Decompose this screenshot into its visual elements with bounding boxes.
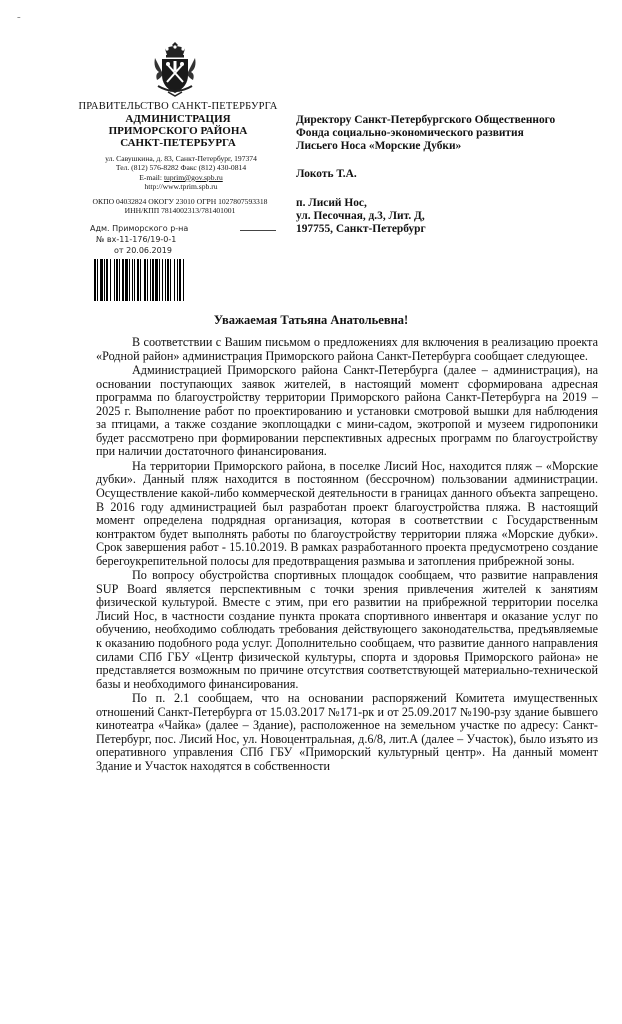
body-paragraph: Администрацией Приморского района Санкт-Петербурга (далее – администрация), на основании поступающих заявок жителей, в настоящий момент сформирована адресная программа по благоустройству территории Приморского района Санкт-Петербурга на 2019 – 2025 г. Выполнение работ по проектированию и установки смотровой вышки для наблюдения за птицами, а также создание экоплощадки с мини-садом, экотропой и музеем гидропоники будет рассмотрено при формировании перспективных адресных программ по благоустройству при наличии достаточного финансирования. [96,363,598,459]
sender-contacts [96,154,266,192]
government-title: ПРАВИТЕЛЬСТВО САНКТ-ПЕТЕРБУРГА [78,101,278,112]
body-paragraph: По п. 2.1 сообщаем, что на основании распоряжений Комитета имущественных отношений Санкт-Петербурга от 15.03.2017 №171-рк и от 25.09.2017 №190-рзу здание бывшего кинотеатра «Чайка» (далее – Здание), расположенное на земельном участке по адресу: Санкт-Петербург, пос. Лисий Нос, ул. Новоцентральная, д.6/8, лит.А (далее – Участок), было изъято из оперативного управления СПб ГБУ «Приморский культурный центр». На данный момент Здание и Участок находятся в собственности [96,691,598,773]
recipient-address-line: ул. Песочная, д.3, Лит. Д, [296,210,425,223]
sender-email-line [96,173,266,182]
email-label: E-mail: [139,172,164,182]
stamp-date: от 20.06.2019 [114,246,172,255]
recipient-line: Директору Санкт-Петербургского Общественного [296,114,556,126]
salutation: Уважаемая Татьяна Анатольевна! [213,313,409,327]
barcode-image [94,259,222,301]
sender-email-link[interactable]: tuprim@gov.spb.ru [163,172,223,182]
body-paragraph: В соответствии с Вашим письмом о предложениях для включения в реализацию проекта «Родной район» администрация Приморского района Санкт-Петербурга сообщает следующее. [96,335,598,363]
codes-line: ИНН/КПП 7814002313/781401001 [124,206,236,216]
registration-blank-line [240,230,276,231]
sender-block [74,101,282,149]
body-paragraph: По вопросу обустройства спортивных площадок сообщаем, что развитие направления SUP Board является перспективным с точки зрения привлечения жителей к занятиям физической культурой. Вместе с этим, при его развитии на прибрежной территории поселка Лисий Нос, в частности создание пункта проката спортивного инвентаря и оказание услуг по обучению, необходимо соблюдать требования действующего законодательства, предъявляемые к оказанию подобного рода услуг. Дополнительно сообщаем, что развитие данного направления силами СПб ГБУ «Центр физической культуры, спорта и здоровья Приморского района» не представляется возможным по причине отсутствия соответствующей материально-технической базы и необходимого финансирования. [96,568,598,691]
recipient-line: Фонда социально-экономического развития [296,127,524,140]
sender-codes [82,197,278,216]
admin-line: ПРИМОРСКОГО РАЙОНА [108,125,248,137]
coat-of-arms-emblem [152,40,198,98]
recipient-name: Локоть Т.А. [296,167,357,180]
stamp-office: Адм. Приморского р-на [90,224,189,233]
sender-phone: Тел. (812) 576-8282 Факс (812) 430-0814 [115,163,247,173]
body-paragraph: На территории Приморского района, в поселке Лисий Нос, находится пляж – «Морские дубки». Данный пляж находится в постоянном (бессрочном) пользовании администрации. Осуществление какой-либо коммерческой деятельности в границах данного объекта запрещено. В 2016 году администрацией был разработан проект благоустройства пляжа. В настоящий момент определена подрядная организация, которая в соответствии с Государственным контрактом будет выполнять работы по благоустройству территории пляжа «Морские дубки». Срок завершения работ - 15.10.2019. В рамках разработанного проекта предусмотрено создание берегоукрепительной полосы для предотвращения размыва и затопления прибрежной зоны. [96,458,598,568]
administration-name [74,113,282,149]
admin-line: САНКТ-ПЕТЕРБУРГА [120,137,236,149]
sender-address: ул. Савушкина, д. 83, Санкт-Петербург, 197374 [105,154,257,163]
sender-website[interactable]: http://www.tprim.spb.ru [144,182,218,192]
letter-body [96,336,598,774]
recipient-line: Лисьего Носа «Морские Дубки» [296,140,462,153]
recipient-block [296,114,596,236]
corner-mark: - [17,11,21,23]
incoming-registration-stamp [90,223,188,256]
admin-line: АДМИНИСТРАЦИЯ [125,113,231,125]
codes-line: ОКПО 04032824 ОКОГУ 23010 ОГРН 1027807593318 [92,197,268,206]
recipient-address-line: п. Лисий Нос, [296,196,367,209]
recipient-address-line: 197755, Санкт-Петербург [296,223,426,236]
stamp-number: № вх-11-176/19-0-1 [96,235,177,244]
